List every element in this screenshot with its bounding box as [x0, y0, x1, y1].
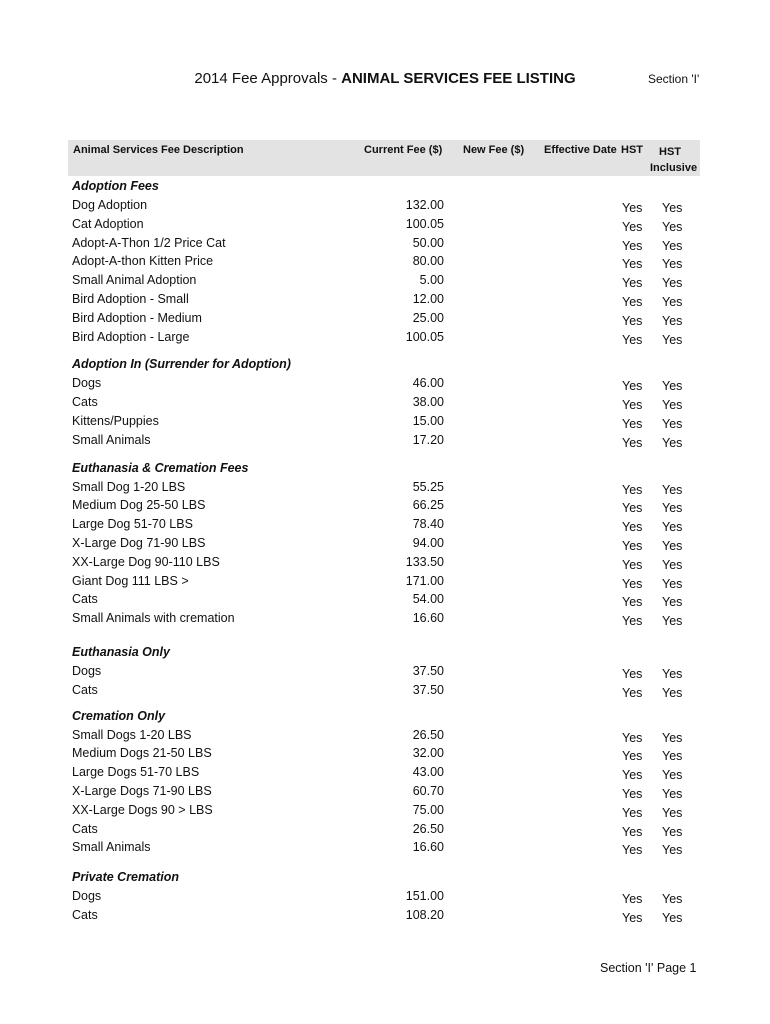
table-row: [72, 838, 702, 857]
header-new-fee: New Fee ($): [463, 144, 525, 156]
fee-group: [72, 176, 702, 346]
current-fee: 100.05: [405, 216, 444, 231]
group-title: Adoption Fees: [72, 179, 159, 193]
table-row: [72, 744, 702, 763]
table-row: [72, 374, 702, 393]
table-row: [72, 820, 702, 839]
table-row: [72, 572, 702, 591]
table-row: [72, 478, 702, 497]
group-title: Euthanasia Only: [72, 644, 170, 659]
fee-group: [72, 706, 702, 858]
current-fee: 16.60: [412, 840, 444, 855]
hst-value: Yes: [622, 730, 643, 745]
hst-inclusive-value: Yes: [662, 201, 683, 215]
current-fee: 43.00: [412, 765, 444, 780]
fee-description: Cat Adoption: [72, 216, 144, 231]
hst-value: Yes: [622, 332, 643, 347]
hst-inclusive-value: Yes: [662, 910, 683, 925]
fee-description: Giant Dog 111 LBS >: [72, 573, 189, 588]
fee-group: [72, 642, 702, 700]
current-fee: 132.00: [405, 198, 444, 212]
hst-inclusive-value: Yes: [662, 768, 683, 783]
table-row: [72, 234, 702, 253]
fee-description: Medium Dogs 21-50 LBS: [72, 746, 212, 761]
hst-inclusive-value: Yes: [662, 843, 683, 858]
hst-value: Yes: [622, 501, 643, 516]
hst-value: Yes: [622, 482, 643, 497]
hst-inclusive-value: Yes: [662, 557, 683, 572]
table-row: [72, 412, 702, 431]
table-row: [72, 328, 702, 347]
table-row: [72, 553, 702, 572]
table-row: [72, 271, 702, 290]
fee-description: Small Dogs 1-20 LBS: [72, 727, 192, 742]
current-fee: 94.00: [412, 535, 444, 550]
current-fee: 55.25: [412, 479, 444, 494]
hst-inclusive-value: Yes: [662, 379, 683, 394]
table-header: [68, 140, 700, 176]
fee-description: X-Large Dog 71-90 LBS: [72, 535, 206, 550]
current-fee: 108.20: [405, 907, 444, 922]
table-row: [72, 801, 702, 820]
fee-description: Large Dogs 51-70 LBS: [72, 765, 200, 780]
hst-inclusive-value: Yes: [662, 398, 683, 413]
hst-value: Yes: [622, 435, 643, 450]
header-hst-inclusive-line2: Inclusive: [650, 162, 698, 174]
hst-inclusive-value: Yes: [662, 501, 683, 516]
hst-inclusive-value: Yes: [662, 730, 683, 745]
current-fee: 17.20: [412, 432, 444, 447]
hst-value: Yes: [622, 768, 643, 783]
current-fee: 60.70: [412, 783, 444, 798]
hst-inclusive-value: Yes: [662, 219, 683, 234]
current-fee: 26.50: [412, 821, 444, 836]
fee-description: Dogs: [72, 663, 102, 678]
hst-inclusive-value: Yes: [662, 482, 683, 497]
current-fee: 171.00: [405, 573, 444, 588]
hst-value: Yes: [622, 538, 643, 553]
fee-group: [72, 867, 702, 925]
table-row: [72, 726, 702, 745]
current-fee: 32.00: [412, 746, 444, 761]
table-row: [72, 534, 702, 553]
current-fee: 80.00: [412, 254, 444, 269]
hst-inclusive-value: Yes: [662, 294, 683, 309]
header-hst-inclusive-line1: HST: [659, 146, 681, 158]
current-fee: 78.40: [412, 517, 444, 532]
table-row: [72, 252, 702, 271]
hst-inclusive-value: Yes: [662, 435, 683, 450]
current-fee: 66.25: [412, 498, 444, 513]
title-prefix: 2014 Fee Approvals -: [194, 70, 342, 87]
hst-value: Yes: [622, 520, 643, 535]
hst-inclusive-value: Yes: [662, 313, 683, 328]
table-row: [72, 496, 702, 515]
hst-inclusive-value: Yes: [662, 576, 683, 591]
fee-description: Cats: [72, 682, 98, 697]
current-fee: 75.00: [412, 802, 444, 817]
fee-description: Bird Adoption - Small: [72, 291, 189, 306]
table-row: [72, 393, 702, 412]
title-main: ANIMAL SERVICES FEE LISTING: [341, 70, 576, 87]
table-row: [72, 681, 702, 700]
hst-value: Yes: [622, 805, 643, 820]
hst-value: Yes: [622, 238, 643, 253]
table-row: [72, 215, 702, 234]
fee-description: Bird Adoption - Medium: [72, 310, 202, 325]
hst-inclusive-value: Yes: [662, 332, 683, 347]
fee-description: Small Animals: [72, 840, 151, 855]
hst-value: Yes: [622, 313, 643, 328]
page-footer: Section 'I' Page 1: [600, 961, 697, 975]
current-fee: 151.00: [405, 889, 444, 904]
fee-description: Cats: [72, 821, 98, 836]
header-description: Animal Services Fee Description: [73, 144, 244, 156]
hst-value: Yes: [622, 614, 643, 629]
fee-description: XX-Large Dog 90-110 LBS: [72, 554, 220, 569]
hst-inclusive-value: Yes: [662, 666, 683, 681]
hst-value: Yes: [622, 892, 643, 907]
current-fee: 37.50: [412, 663, 444, 678]
fee-description: Medium Dog 25-50 LBS: [72, 498, 206, 513]
fee-group: [72, 354, 702, 449]
current-fee: 16.60: [412, 611, 444, 626]
hst-inclusive-value: Yes: [662, 614, 683, 629]
fee-description: Adopt-A-Thon 1/2 Price Cat: [72, 235, 226, 250]
table-row: [72, 887, 702, 906]
current-fee: 133.50: [405, 554, 444, 569]
table-row: [72, 609, 702, 628]
fee-description: Dogs: [72, 376, 102, 391]
hst-value: Yes: [622, 666, 643, 681]
hst-value: Yes: [622, 786, 643, 801]
table-row: [72, 515, 702, 534]
current-fee: 37.50: [412, 682, 444, 697]
table-row: [72, 763, 702, 782]
hst-inclusive-value: Yes: [662, 749, 683, 764]
current-fee: 38.00: [412, 395, 444, 410]
hst-inclusive-value: Yes: [662, 685, 683, 700]
hst-value: Yes: [622, 257, 643, 272]
table-row: [72, 590, 702, 609]
current-fee: 100.05: [405, 329, 444, 344]
group-title: Private Cremation: [72, 870, 179, 885]
hst-value: Yes: [622, 219, 643, 234]
hst-value: Yes: [622, 416, 643, 431]
current-fee: 5.00: [419, 273, 444, 288]
hst-inclusive-value: Yes: [662, 595, 683, 610]
hst-value: Yes: [622, 576, 643, 591]
table-row: [72, 290, 702, 309]
fee-description: Small Dog 1-20 LBS: [72, 479, 186, 494]
hst-inclusive-value: Yes: [662, 416, 683, 431]
header-hst-inclusive: [650, 144, 698, 176]
hst-value: Yes: [622, 201, 643, 215]
table-row: [72, 782, 702, 801]
hst-inclusive-value: Yes: [662, 824, 683, 839]
fee-description: Kittens/Puppies: [72, 413, 159, 428]
fee-description: Cats: [72, 907, 98, 922]
hst-inclusive-value: Yes: [662, 538, 683, 553]
table-row: [72, 196, 702, 215]
fee-description: Small Animal Adoption: [72, 273, 197, 288]
fee-group: [72, 458, 702, 628]
hst-inclusive-value: Yes: [662, 257, 683, 272]
group-title: Euthanasia & Cremation Fees: [72, 460, 249, 475]
hst-value: Yes: [622, 685, 643, 700]
hst-value: Yes: [622, 824, 643, 839]
group-title: Adoption In (Surrender for Adoption): [72, 357, 291, 372]
fee-description: Bird Adoption - Large: [72, 329, 190, 344]
section-label: Section 'I': [648, 72, 700, 86]
header-hst: HST: [621, 144, 643, 156]
hst-value: Yes: [622, 910, 643, 925]
fee-description: Adopt-A-thon Kitten Price: [72, 254, 214, 269]
current-fee: 46.00: [412, 376, 444, 391]
current-fee: 26.50: [412, 727, 444, 742]
fee-table-body: [72, 176, 702, 925]
current-fee: 12.00: [412, 291, 444, 306]
hst-value: Yes: [622, 557, 643, 572]
fee-description: X-Large Dogs 71-90 LBS: [72, 783, 212, 798]
fee-description: Cats: [72, 395, 98, 410]
hst-value: Yes: [622, 398, 643, 413]
fee-description: Small Animals: [72, 432, 151, 447]
header-current-fee: Current Fee ($): [364, 144, 443, 156]
hst-value: Yes: [622, 749, 643, 764]
hst-inclusive-value: Yes: [662, 892, 683, 907]
fee-description: XX-Large Dogs 90 > LBS: [72, 802, 213, 817]
hst-inclusive-value: Yes: [662, 786, 683, 801]
hst-value: Yes: [622, 843, 643, 858]
hst-inclusive-value: Yes: [662, 238, 683, 253]
fee-description: Dog Adoption: [72, 198, 148, 212]
hst-inclusive-value: Yes: [662, 520, 683, 535]
hst-inclusive-value: Yes: [662, 276, 683, 291]
hst-value: Yes: [622, 379, 643, 394]
current-fee: 50.00: [412, 235, 444, 250]
table-row: [72, 431, 702, 450]
fee-description: Small Animals with cremation: [72, 611, 235, 626]
table-row: [72, 662, 702, 681]
table-row: [72, 309, 702, 328]
fee-description: Large Dog 51-70 LBS: [72, 517, 193, 532]
current-fee: 25.00: [412, 310, 444, 325]
table-row: [72, 906, 702, 925]
hst-inclusive-value: Yes: [662, 805, 683, 820]
fee-description: Dogs: [72, 889, 102, 904]
current-fee: 15.00: [412, 413, 444, 428]
hst-value: Yes: [622, 595, 643, 610]
group-title: Cremation Only: [72, 708, 166, 723]
current-fee: 54.00: [412, 592, 444, 607]
hst-value: Yes: [622, 276, 643, 291]
header-effective-date: Effective Date: [544, 144, 617, 156]
fee-description: Cats: [72, 592, 98, 607]
hst-value: Yes: [622, 294, 643, 309]
